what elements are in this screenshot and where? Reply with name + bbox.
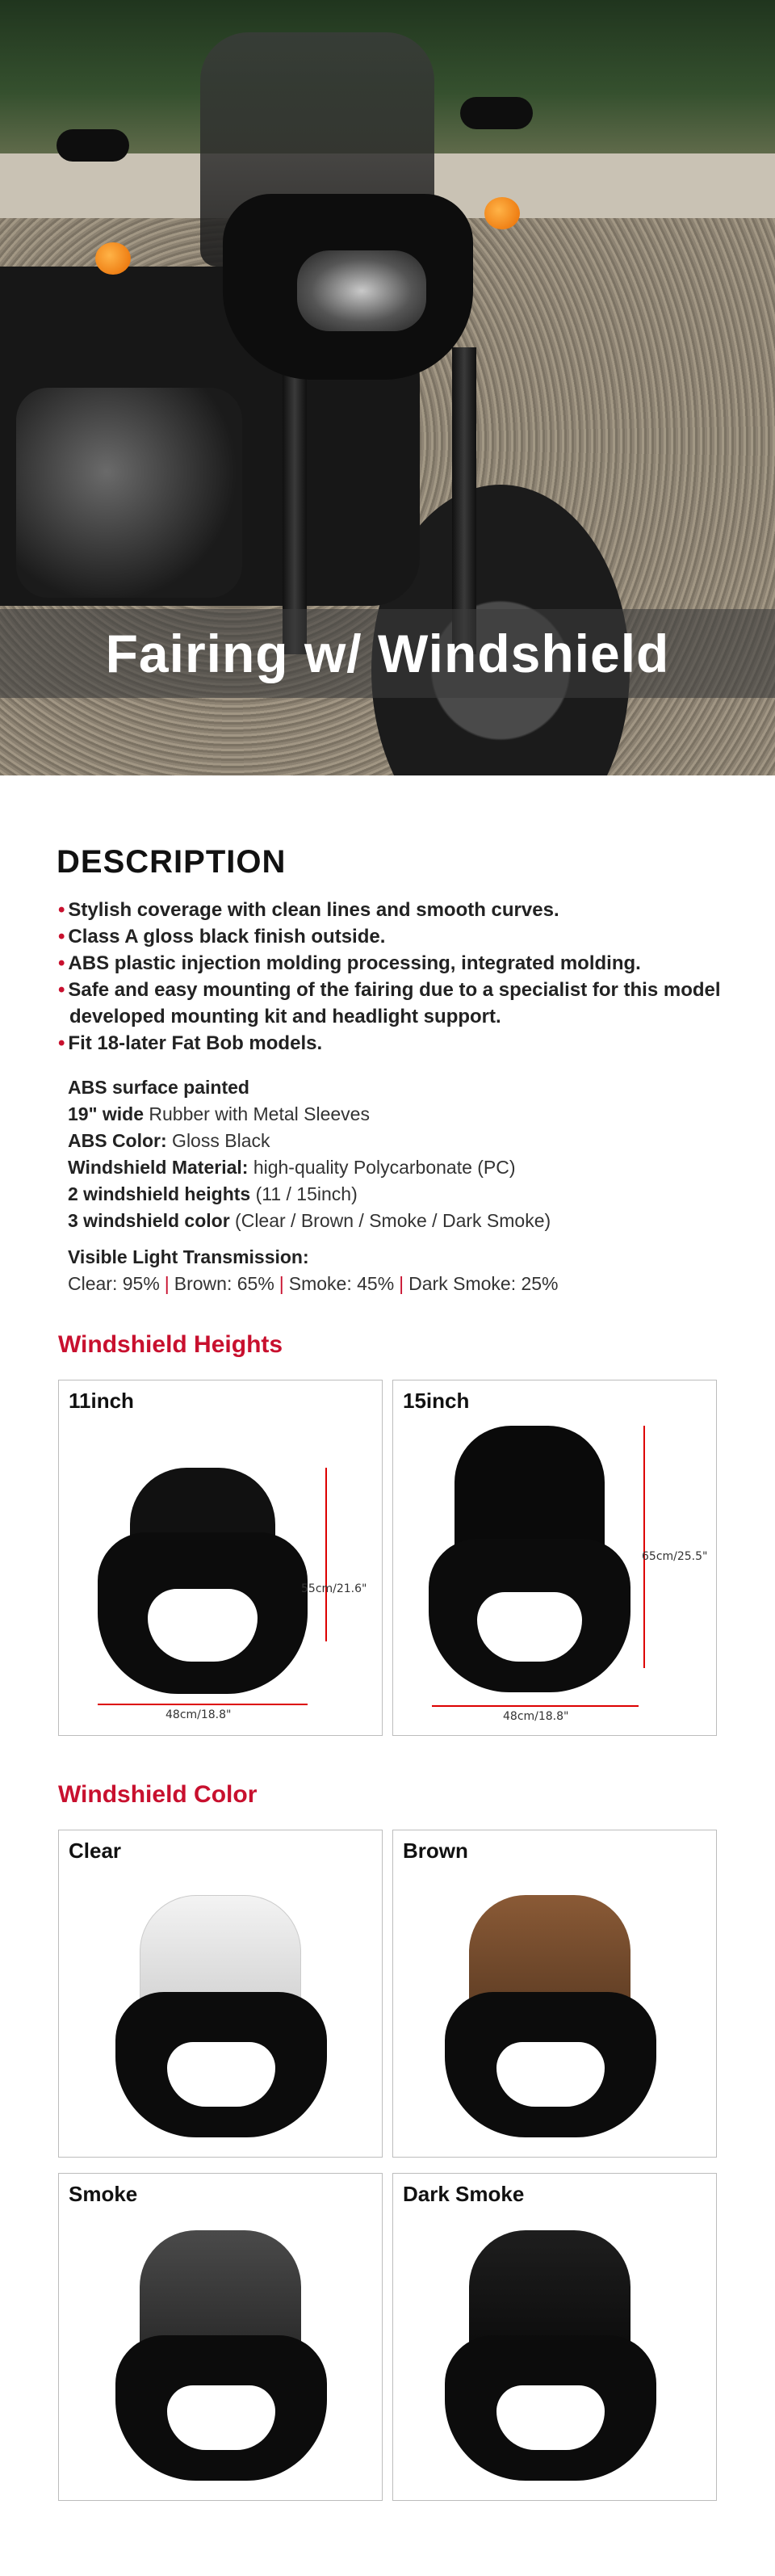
spec-color: ABS Color: Gloss Black xyxy=(68,1130,270,1151)
bullet-dot: • xyxy=(58,979,65,1001)
height-card-label: 11inch xyxy=(69,1389,134,1413)
height-card-11inch xyxy=(58,1380,383,1736)
headlight-opening xyxy=(496,2042,605,2107)
headlight-opening xyxy=(148,1589,258,1662)
headlight-opening xyxy=(167,2385,275,2450)
color-card-dark-smoke xyxy=(392,2173,717,2501)
spec-colors: 3 windshield color (Clear / Brown / Smoke / Dark Smoke) xyxy=(68,1210,551,1231)
fairing-11inch-image xyxy=(98,1468,308,1694)
front-fork-right xyxy=(452,347,476,654)
height-dimension-text: 55cm/21.6" xyxy=(301,1582,367,1595)
width-dimension-line xyxy=(432,1705,639,1707)
mirror-right xyxy=(460,97,533,129)
transmission-values: Clear: 95% | Brown: 65% | Smoke: 45% | Dark Smoke: 25% xyxy=(68,1273,559,1294)
hero-headlight xyxy=(297,250,426,331)
color-card-smoke xyxy=(58,2173,383,2501)
color-card-label: Clear xyxy=(69,1838,122,1863)
feature-item: • Stylish coverage with clean lines and smooth curves. xyxy=(58,899,559,921)
color-card-label: Brown xyxy=(403,1838,468,1863)
spec-list xyxy=(68,1074,714,1297)
bullet-dot: • xyxy=(58,926,65,948)
turn-signal-right xyxy=(484,197,520,229)
turn-signal-left xyxy=(95,242,131,275)
hero-title-bar xyxy=(0,609,775,698)
feature-list xyxy=(58,897,736,1057)
width-dimension-text: 48cm/18.8" xyxy=(165,1708,232,1721)
feature-item: • ABS plastic injection molding processing, integrated molding. xyxy=(58,952,641,974)
color-card-brown xyxy=(392,1830,717,2158)
height-dimension-line xyxy=(643,1426,645,1668)
feature-item: • Safe and easy mounting of the fairing due to a specialist for this model developed mounting kit and headlight support. xyxy=(58,979,721,1027)
fairing-brown-image xyxy=(445,1895,656,2137)
bullet-dot: • xyxy=(58,1032,65,1054)
bullet-dot: • xyxy=(58,899,65,921)
fairing-smoke-image xyxy=(115,2230,327,2481)
color-card-clear xyxy=(58,1830,383,2158)
front-fork-left xyxy=(283,347,307,654)
feature-item: • Fit 18-later Fat Bob models. xyxy=(58,1032,323,1054)
color-card-label: Smoke xyxy=(69,2182,138,2206)
height-card-label: 15inch xyxy=(403,1389,470,1413)
width-dimension-line xyxy=(98,1704,308,1705)
description-heading: DESCRIPTION xyxy=(57,844,287,880)
color-section-title: Windshield Color xyxy=(58,1781,258,1808)
spec-heights: 2 windshield heights (11 / 15inch) xyxy=(68,1183,358,1204)
width-dimension-text: 48cm/18.8" xyxy=(503,1710,569,1723)
hero-title: Fairing w/ Windshield xyxy=(105,624,670,683)
spec-material: Windshield Material: high-quality Polycarbonate (PC) xyxy=(68,1157,516,1178)
feature-item: • Class A gloss black finish outside. xyxy=(58,926,386,948)
headlight-opening xyxy=(167,2042,275,2107)
spec-surface: ABS surface painted xyxy=(68,1077,249,1098)
bullet-dot: • xyxy=(58,952,65,974)
fairing-clear-image xyxy=(115,1895,327,2137)
mirror-left xyxy=(57,129,129,162)
fairing-dark-smoke-image xyxy=(445,2230,656,2481)
hero-image xyxy=(0,0,775,775)
heights-section-title: Windshield Heights xyxy=(58,1331,283,1358)
fairing-15inch-image xyxy=(429,1426,630,1692)
bike-engine xyxy=(16,388,242,598)
height-dimension-line xyxy=(325,1468,327,1641)
color-card-label: Dark Smoke xyxy=(403,2182,525,2206)
headlight-opening xyxy=(496,2385,605,2450)
headlight-opening xyxy=(477,1592,582,1662)
transmission-label: Visible Light Transmission: xyxy=(68,1246,309,1267)
height-dimension-text: 65cm/25.5" xyxy=(642,1550,708,1563)
height-card-15inch xyxy=(392,1380,717,1736)
spec-width: 19" wide Rubber with Metal Sleeves xyxy=(68,1103,370,1124)
